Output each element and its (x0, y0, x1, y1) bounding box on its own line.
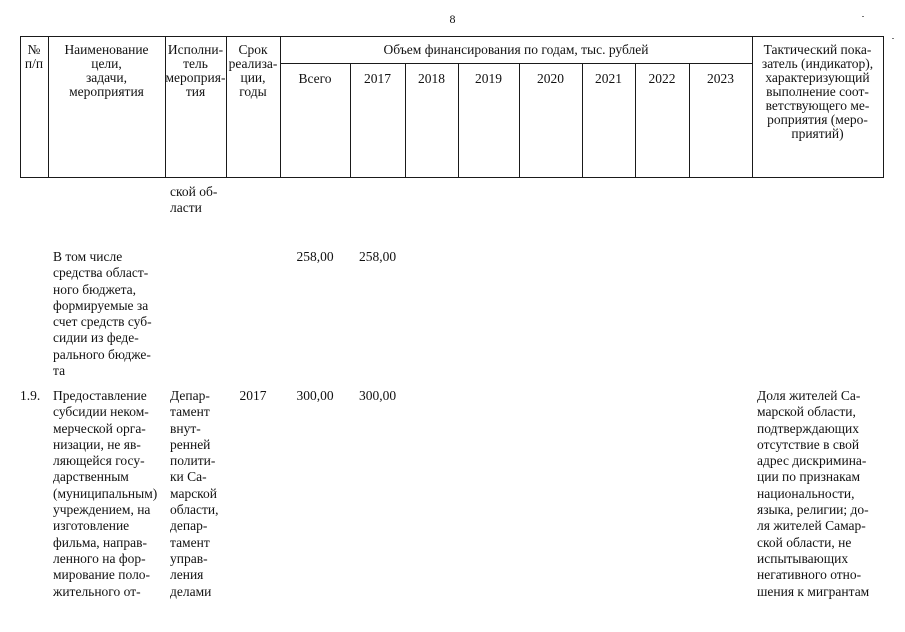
header-year-2017: 2017 (364, 71, 391, 86)
row-subsidy-total: 258,00 (296, 249, 334, 264)
row-executor-continuation: ской об- ласти (170, 184, 218, 216)
header-name: Наименование цели, задачи, мероприятия (64, 42, 149, 99)
header-year-2018: 2018 (418, 71, 445, 86)
header-total: Всего (298, 71, 332, 86)
header-indicator: Тактический пока- затель (индикатор), характеризующий выполнение соот- ветствующего ме- роприятия (меро- приятий) (761, 42, 874, 141)
row-subsidy-name: В том числе средства област- ного бюджета, формируемые за счет средств суб- сидии из феде- рального бюдже- та (53, 249, 152, 379)
row-item-executor: Депар- тамент внут- ренней полити- ки Са- марской области, депар- тамент управ- ления делами (170, 388, 219, 599)
header-num: № п/п (24, 42, 44, 71)
row-item-2017: 300,00 (358, 388, 397, 403)
row-subsidy-2017: 258,00 (358, 249, 397, 264)
row-item-total: 300,00 (296, 388, 334, 403)
header-year-2019: 2019 (475, 71, 502, 86)
header-term: Срок реализа- ции, годы (228, 42, 278, 99)
header-financing-group: Объем финансирования по годам, тыс. рублей (383, 42, 649, 57)
row-item-term: 2017 (239, 388, 267, 403)
header-year-2022: 2022 (648, 71, 676, 86)
row-item-number: 1.9. (20, 388, 41, 403)
scan-speck (862, 16, 864, 17)
header-year-2023: 2023 (707, 71, 734, 86)
scan-speck (892, 38, 894, 39)
page-number: 8 (449, 12, 456, 26)
header-year-2020: 2020 (537, 71, 564, 86)
header-year-2021: 2021 (595, 71, 622, 86)
header-executor: Исполни- тель мероприя- тия (165, 42, 226, 99)
row-item-indicator: Доля жителей Са- марской области, подтверждающих отсутствие в свой адрес дискримина- ции по признакам национальности, языка, религии; до- ля жителей Самар- ской области, не испытывающих негативного отно- шения к мигрантам (757, 388, 870, 599)
row-item-name: Предоставление субсидии неком- мерческой орга- низации, не яв- ляющейся госу- дарственным (муниципальным) учреждением, на изготовление фильма, направ- ленного на фор- мирование поло- жительного от- (53, 388, 158, 599)
